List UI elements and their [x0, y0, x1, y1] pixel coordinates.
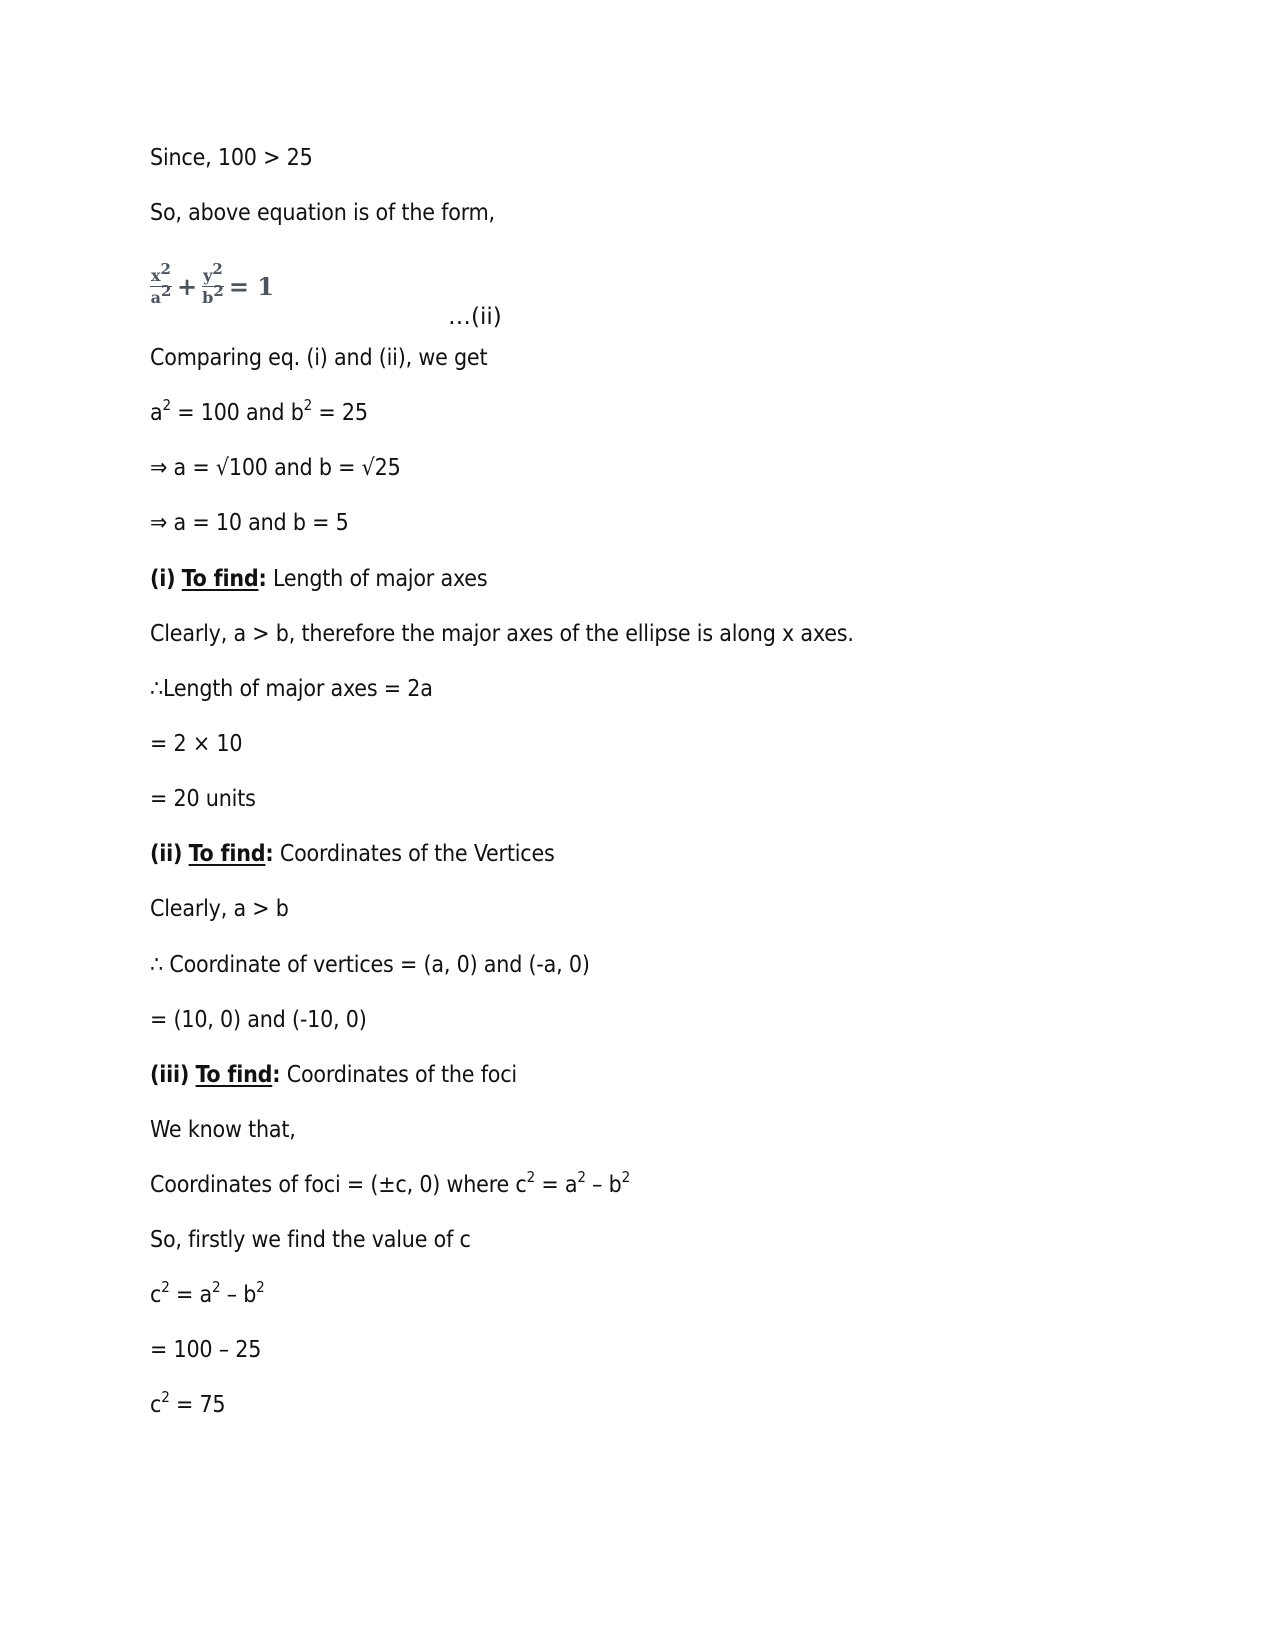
- text-line: Coordinates of foci = (±c, 0) where $c^2 = a^2 - b^2$: [150, 1168, 630, 1198]
- text-line: $c^2 = a^2 - b^2$: [150, 1278, 265, 1308]
- text-line: Clearly, a > b, therefore the major axes of the ellipse is along x axes.: [150, 621, 854, 647]
- text-line: ⇒ a = 10 and b = 5: [150, 510, 349, 536]
- text-line: $c^2 = 75$: [150, 1388, 226, 1418]
- plus-sign: +: [176, 272, 198, 301]
- text-line: Comparing eq. (i) and (ii), we get: [150, 345, 488, 371]
- ellipse-equation: [150, 259, 279, 307]
- section-heading-iii: (iii) To find: Coordinates of the foci: [150, 1062, 517, 1088]
- text-line: So, above equation is of the form,: [150, 200, 495, 226]
- text-line: = 20 units: [150, 786, 256, 812]
- equals-one: = 1: [228, 272, 274, 301]
- text-line: $a^2 = 100$ and $b^2 = 25$: [150, 396, 368, 426]
- text-line: = (10, 0) and (-10, 0): [150, 1007, 367, 1033]
- text-line: = 100 – 25: [150, 1337, 262, 1363]
- text-line: = 2 × 10: [150, 731, 243, 757]
- text-line: ∴Length of major axes = 2a: [150, 676, 433, 702]
- section-heading-i: (i) To find: Length of major axes: [150, 566, 488, 592]
- fraction-x: $\frac{x^2}{a^2}$: [150, 259, 172, 307]
- text-line: Clearly, a > b: [150, 896, 289, 922]
- equation-reference: …(ii): [448, 304, 502, 330]
- text-line: Since, 100 > 25: [150, 145, 313, 171]
- text-line: ⇒ a = √100 and b = √25: [150, 455, 401, 481]
- text-line: We know that,: [150, 1117, 296, 1143]
- text-line: So, firstly we find the value of c: [150, 1227, 471, 1253]
- text-line: ∴ Coordinate of vertices = (a, 0) and (-a, 0): [150, 952, 590, 978]
- section-heading-ii: (ii) To find: Coordinates of the Vertices: [150, 841, 555, 867]
- fraction-y: $\frac{y^2}{b^2}$: [202, 259, 224, 307]
